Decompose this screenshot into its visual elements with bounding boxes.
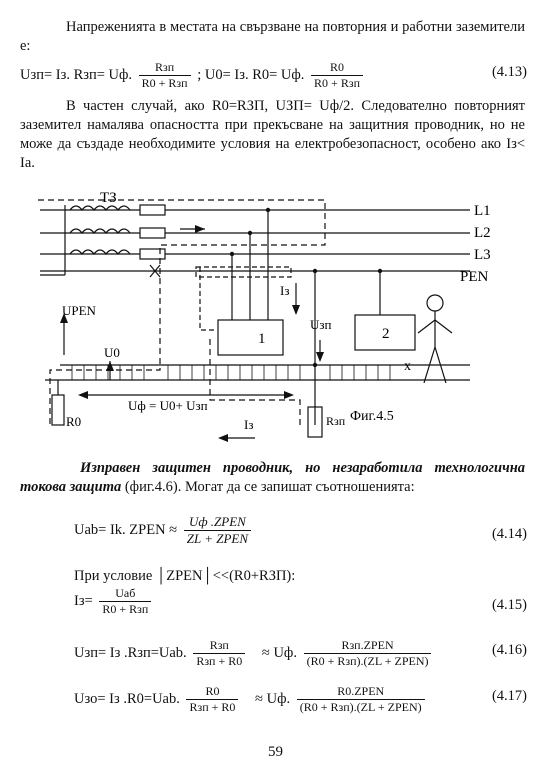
- fig-label-rzp: Rзп: [326, 414, 346, 428]
- condition-line: При условие │ZPEN│<<(R0+RЗП):: [74, 568, 296, 584]
- eq13-fraction-2: $\frac{R0}{\text{R0 + Rзп}}$: [311, 60, 363, 91]
- eq13-lhs: Uзп= Iз. Rзп= Uф.: [20, 66, 133, 83]
- equation-4-17: Uзо= Iз .R0=Uab. $\frac{R0}{\text{Rзп + R0}}$ ≈ Uф. $\frac{\text{R0.ZPEN}}{\text{(R0 + Rзп).(ZL + ZPEN)}}$: [74, 684, 428, 715]
- equation-4-15: Iз= $\frac{\text{Uаб}}{\text{R0 + Rзп}}$: [74, 586, 154, 617]
- fig-label-r0: R0: [66, 414, 82, 429]
- eq15-number: (4.15): [491, 597, 527, 613]
- page-number: 59: [268, 744, 283, 760]
- paragraph-2: В частен случай, ако R0=RЗП, UЗП= Uф/2. Следователно повторният заземител намалява опасността при прекъсване на защитния проводник, но не може да създаде необходимите условия на електробезопасност, особено ако Iз< Ia.: [20, 98, 525, 171]
- fig-label-l1: L1: [474, 203, 491, 219]
- fig-label-box1: 1: [258, 331, 266, 347]
- eq16-number: (4.16): [491, 642, 527, 658]
- fig-caption: Фиг.4.5: [350, 409, 394, 424]
- fig-label-iz-bottom: Iз: [244, 417, 254, 432]
- equation-4-14: Uab= Ik. ZPEN ≈ $\frac{\text{Uф .ZPEN}}{\text{ZL + ZPEN}}$: [74, 514, 254, 547]
- paragraph-3-rest: (фиг.4.6). Могат да се запишат съотношенията:: [121, 479, 415, 495]
- fig-label-l2: L2: [474, 225, 491, 241]
- fig-label-uf: Uф = U0+ Uзп: [128, 398, 208, 413]
- eq17-number: (4.17): [491, 688, 527, 704]
- equation-4-13: [20, 60, 366, 91]
- fig-label-upen: UPEN: [62, 303, 96, 318]
- fig-label-iz-top: Iз: [280, 283, 290, 298]
- fig-label-box2: 2: [382, 326, 390, 342]
- fig-label-x: x: [404, 359, 411, 374]
- paragraph-3: [20, 459, 525, 497]
- fig-label-uzp: Uзп: [310, 317, 332, 332]
- eq13-number: (4.13): [491, 64, 527, 80]
- fig-label-l3: L3: [474, 247, 491, 263]
- equation-4-16: Uзп= Iз .Rзп=Uab. $\frac{\text{Rзп}}{\text{Rзп + R0}}$ ≈ Uф. $\frac{\text{Rзп.ZPEN}}{\text{(R0 + Rзп).(ZL + ZPEN)}}$: [74, 638, 434, 669]
- eq13-fraction-1: $\frac{\text{Rзп}}{\text{R0 + Rзп}}$: [139, 60, 191, 91]
- fig-label-tz: ТЗ: [100, 190, 117, 206]
- fig-label-u0: U0: [104, 345, 120, 360]
- figure-4-5: [0, 185, 551, 450]
- paragraph-3-bold: Изправен защитен проводник, но незаработила технологична токова защита: [20, 460, 525, 495]
- paragraph-1: Напреженията в местата на свързване на повторния и работни заземители е:: [20, 19, 525, 54]
- fig-label-pen: PEN: [460, 269, 489, 285]
- eq14-number: (4.14): [491, 526, 527, 542]
- eq13-mid: ; U0= Iз. R0= Uф.: [197, 66, 305, 83]
